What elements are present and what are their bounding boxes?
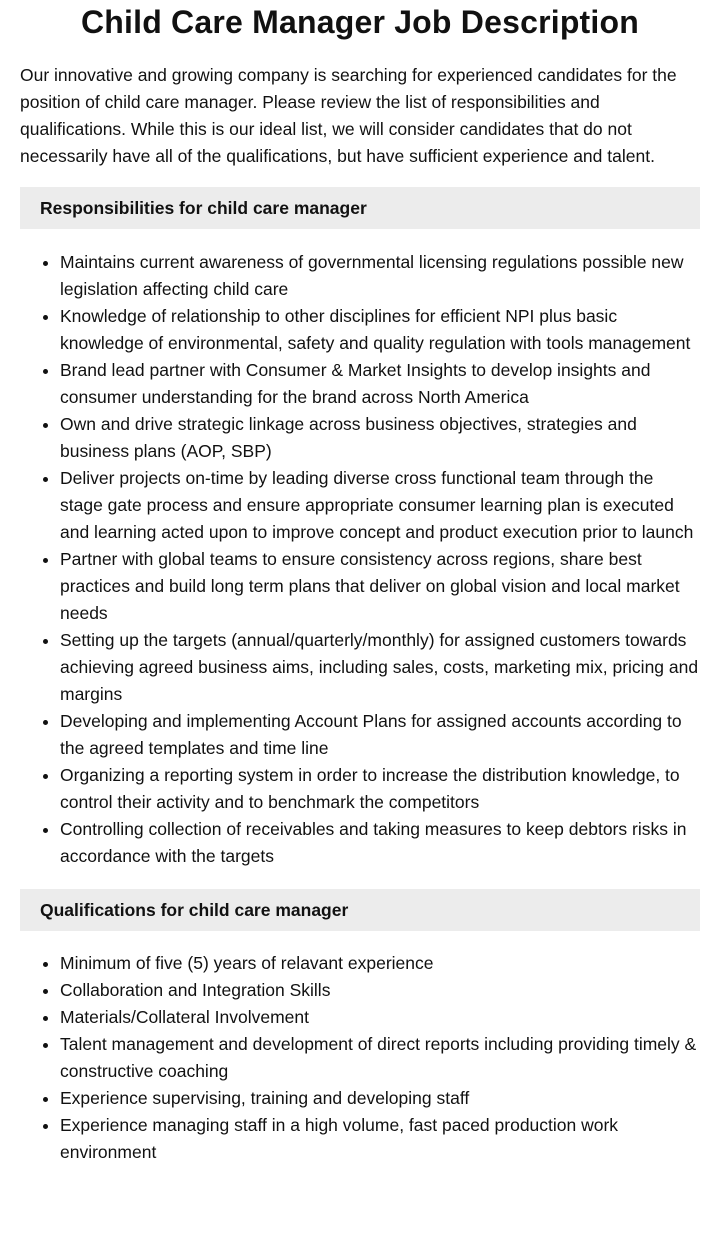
list-item: • Partner with global teams to ensure consistency across regions, share best practices and build long term plans that deliver on global vision and local market needs <box>60 546 700 627</box>
intro-paragraph: Our innovative and growing company is searching for experienced candidates for the position of child care manager. Please review the list of responsibilities and qualifications. While this is our ideal list, we will consider candidates that do not necessarily have all of the qualifications, but have sufficient experience and talent. <box>20 65 677 166</box>
list-item: • Talent management and development of direct reports including providing timely & constructive coaching <box>60 1031 700 1085</box>
list-item: • Developing and implementing Account Plans for assigned accounts according to the agreed templates and time line <box>60 708 700 762</box>
list-item: • Organizing a reporting system in order to increase the distribution knowledge, to control their activity and to benchmark the competitors <box>60 762 700 816</box>
list-item: • Maintains current awareness of governmental licensing regulations possible new legislation affecting child care <box>60 249 700 303</box>
qualifications-list <box>20 950 700 1166</box>
list-item: • Collaboration and Integration Skills <box>60 977 700 1004</box>
list-item: • Controlling collection of receivables and taking measures to keep debtors risks in accordance with the targets <box>60 816 700 870</box>
list-item: • Knowledge of relationship to other disciplines for efficient NPI plus basic knowledge of environmental, safety and quality regulation with tools management <box>60 303 700 357</box>
list-item: • Own and drive strategic linkage across business objectives, strategies and business plans (AOP, SBP) <box>60 411 700 465</box>
responsibilities-heading: Responsibilities for child care manager <box>20 187 700 229</box>
responsibilities-list <box>20 249 700 870</box>
list-item: • Brand lead partner with Consumer & Market Insights to develop insights and consumer understanding for the brand across North America <box>60 357 700 411</box>
list-item: • Minimum of five (5) years of relavant experience <box>60 950 700 977</box>
page-title: Child Care Manager Job Description <box>80 4 640 40</box>
list-item: • Deliver projects on-time by leading diverse cross functional team through the stage gate process and ensure appropriate consumer learning plan is executed and learning acted upon to improve concept and product execution prior to launch <box>60 465 700 546</box>
list-item: • Experience managing staff in a high volume, fast paced production work environment <box>60 1112 700 1166</box>
qualifications-heading: Qualifications for child care manager <box>20 889 700 931</box>
list-item: • Materials/Collateral Involvement <box>60 1004 700 1031</box>
list-item: • Setting up the targets (annual/quarterly/monthly) for assigned customers towards achieving agreed business aims, including sales, costs, marketing mix, pricing and margins <box>60 627 700 708</box>
list-item: • Experience supervising, training and developing staff <box>60 1085 700 1112</box>
